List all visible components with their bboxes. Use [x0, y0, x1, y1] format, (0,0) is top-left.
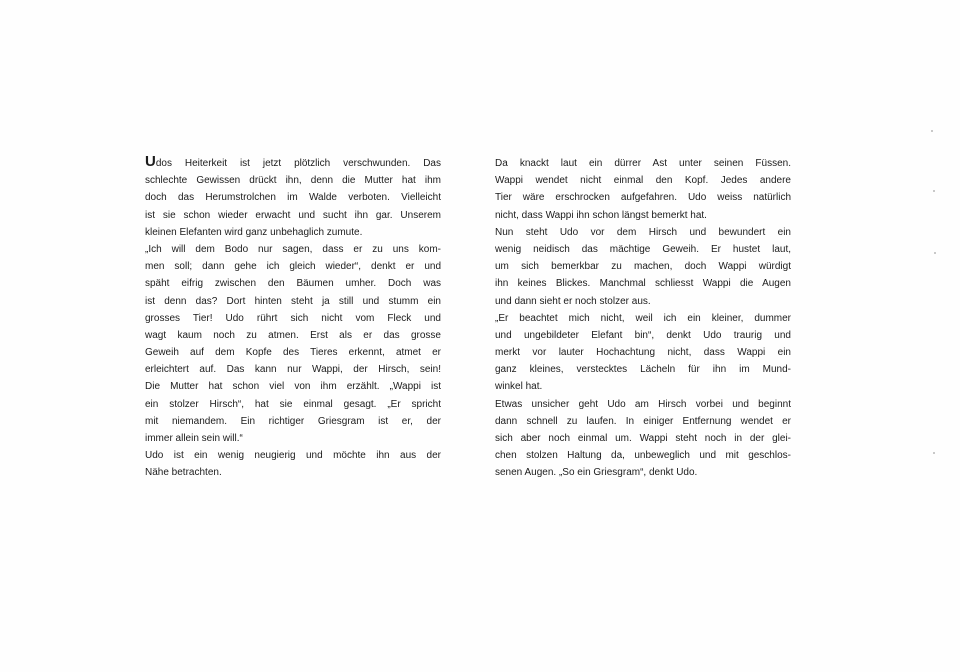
paragraph-line: ihn keines Blickes. Manchmal schliesst Wappi die Augen	[495, 278, 791, 290]
paragraph-line: winkel hat.	[495, 381, 543, 393]
paragraph-line: men soll; dann gehe ich gleich wieder“, denkt er und	[145, 261, 441, 273]
paragraph-line: Geweih auf dem Kopfe des Tieres erkennt, atmet er	[145, 347, 441, 359]
paragraph-line: Udo ist ein wenig neugierig und möchte ihn aus der	[145, 450, 441, 462]
paragraph-line: „Er beachtet mich nicht, weil ich ein kleiner, dummer	[495, 312, 791, 324]
paragraph-line: Tier wäre erschrocken aufgefahren. Udo weiss natürlich	[495, 192, 791, 204]
paragraph-line: ein stolzer Hirsch“, hat sie einmal gesagt. „Er spricht	[145, 398, 441, 410]
paragraph-line: Nun steht Udo vor dem Hirsch und bewundert ein	[495, 226, 791, 238]
paragraph-line: ganz kleines, verstecktes Lächeln für ihn im Mund-	[495, 364, 791, 376]
paragraph-line: wenig neidisch das mächtige Geweih. Er hustet laut,	[495, 243, 791, 255]
paragraph-line: immer allein sein will.“	[145, 433, 243, 444]
scan-speck	[931, 130, 933, 132]
left-text-column	[145, 155, 441, 482]
paragraph-line: Nähe betrachten.	[145, 467, 222, 479]
paragraph-line: „Ich will dem Bodo nur sagen, dass er zu uns kom-	[145, 243, 441, 255]
paragraph-line: ist sie schon wieder erwacht und sucht ihn gar. Unserem	[145, 209, 441, 221]
paragraph-line: Wappi wendet nicht einmal den Kopf. Jedes andere	[495, 175, 791, 187]
drop-cap: U	[145, 153, 156, 170]
paragraph-line: Da knackt laut ein dürrer Ast unter seinen Füssen.	[495, 158, 791, 169]
line-text: dos Heiterkeit ist jetzt plötzlich verschwunden. Das	[155, 158, 441, 169]
paragraph-line: und dann sieht er noch stolzer aus.	[495, 295, 651, 307]
paragraph-line: und ungebildeter Elefant bin“, denkt Udo traurig und	[495, 329, 791, 341]
paragraph-line: ist denn das? Dort hinten steht ja still und stumm ein	[145, 295, 441, 307]
paragraph-line: späht eifrig zwischen den Bäumen umher. Doch was	[145, 278, 441, 290]
scan-speck	[934, 252, 936, 254]
paragraph-line: mit niemandem. Ein richtiger Griesgram ist er, der	[145, 415, 441, 427]
paragraph-line: senen Augen. „So ein Griesgram“, denkt Udo.	[495, 467, 698, 479]
paragraph-line: Die Mutter hat schon viel von ihm erzählt. „Wappi ist	[145, 381, 441, 393]
paragraph-line	[145, 155, 441, 172]
paragraph-line: merkt vor lauter Hochachtung nicht, dass Wappi ein	[495, 347, 791, 359]
scan-speck	[933, 190, 935, 192]
paragraph-line: Etwas unsicher geht Udo am Hirsch vorbei und beginnt	[495, 398, 791, 410]
paragraph-line: kleinen Elefanten wird ganz unbehaglich zumute.	[145, 226, 363, 238]
paragraph-line: wagt kaum noch zu atmen. Erst als er das grosse	[145, 329, 441, 341]
paragraph-line: dann schnell zu laufen. In einiger Entfernung wendet er	[495, 415, 791, 427]
paragraph-line: doch das Herumstrolchen im Walde verboten. Vielleicht	[145, 192, 441, 204]
paragraph-line: erleichtert auf. Das kann nur Wappi, der Hirsch, sein!	[145, 364, 441, 376]
paragraph-line: nicht, dass Wappi ihn schon längst bemerkt hat.	[495, 209, 707, 221]
right-text-column	[495, 155, 791, 482]
paragraph-line: grosses Tier! Udo rührt sich nicht vom Fleck und	[145, 312, 441, 324]
scan-speck	[933, 452, 935, 454]
paragraph-line: sich aber noch einmal um. Wappi steht noch in der glei-	[495, 433, 791, 444]
paragraph-line: um sich bemerkbar zu machen, doch Wappi würdigt	[495, 261, 791, 273]
paragraph-line: chen stolzen Haltung da, unbeweglich und mit geschlos-	[495, 450, 791, 462]
paragraph-line: schlechte Gewissen drückt ihn, denn die Mutter hat ihm	[145, 175, 441, 187]
